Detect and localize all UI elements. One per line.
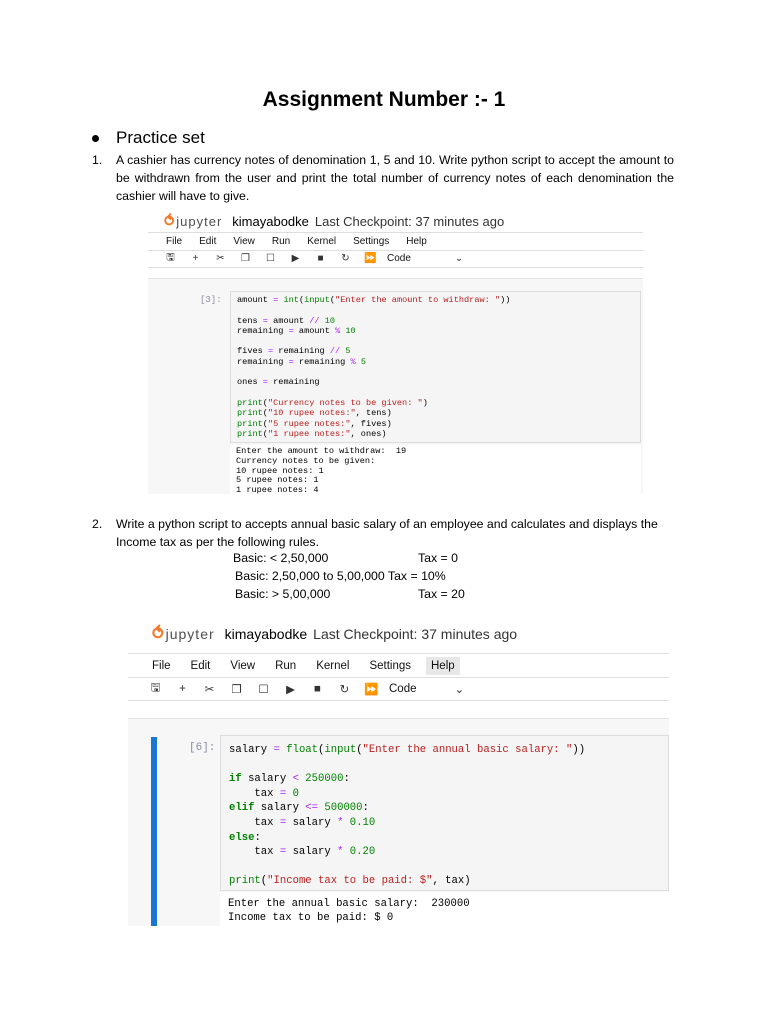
restart-icon[interactable]: ↻	[339, 684, 350, 696]
jupyter-screenshot-1	[148, 208, 643, 494]
notebook-name[interactable]: kimayabodke	[224, 626, 308, 642]
menu-kernel[interactable]: Kernel	[307, 236, 337, 247]
stop-icon[interactable]: ■	[317, 253, 324, 264]
save-icon[interactable]: 🖫	[166, 252, 175, 263]
jupyter-logo-icon: ⥀	[164, 213, 175, 230]
menu-edit[interactable]: Edit	[199, 236, 217, 247]
menu-settings[interactable]: Settings	[369, 659, 411, 672]
menu-bar	[148, 232, 643, 251]
cut-icon[interactable]: ✂	[216, 253, 225, 264]
question-number: 2.	[92, 517, 103, 531]
tax-rule-1-basic: Basic: < 2,50,000	[233, 551, 329, 565]
menu-kernel[interactable]: Kernel	[316, 659, 350, 672]
run-icon[interactable]: ▶	[286, 684, 295, 696]
stop-icon[interactable]: ■	[314, 683, 321, 695]
notebook-toolbar	[148, 250, 643, 268]
menu-edit[interactable]: Edit	[190, 659, 211, 672]
cell-type-select[interactable]: Code	[387, 253, 411, 264]
checkpoint-status: Last Checkpoint: 37 minutes ago	[314, 214, 505, 229]
question-number: 1.	[92, 153, 103, 167]
paste-icon[interactable]: ☐	[258, 684, 269, 696]
cut-icon[interactable]: ✂	[204, 684, 215, 696]
paste-icon[interactable]: ☐	[266, 253, 275, 264]
question-text: A cashier has currency notes of denomination 1, 5 and 10. Write python script to accept the amount to be withdrawn from the user and print the total number of currency notes of each denomination the cashier will have to give.	[116, 153, 674, 203]
menu-view[interactable]: View	[233, 236, 255, 247]
jupyter-wordmark: jupyter	[176, 214, 223, 229]
question-1	[92, 151, 674, 205]
copy-icon[interactable]: ❐	[231, 684, 242, 696]
run-icon[interactable]: ▶	[291, 253, 300, 264]
menu-run[interactable]: Run	[271, 236, 291, 247]
practice-set-bullet	[92, 128, 205, 148]
tax-rule-2: Basic: 2,50,000 to 5,00,000 Tax = 10%	[235, 569, 446, 583]
add-icon[interactable]: +	[192, 253, 199, 264]
chevron-down-icon[interactable]: ⌄	[454, 253, 464, 264]
tax-rule-1-tax: Tax = 0	[418, 551, 458, 565]
menu-help[interactable]: Help	[406, 236, 427, 247]
jupyter-screenshot-2	[128, 618, 669, 926]
cell-area	[128, 718, 669, 926]
cell-prompt: [3]:	[200, 295, 222, 305]
practice-set-heading: Practice set	[116, 128, 205, 147]
cell-type-select[interactable]: Code	[389, 683, 417, 695]
code-cell[interactable]: amount = int(input("Enter the amount to withdraw: ")) tens = amount // 10 remaining = amount % 10 fives = remaining // 5 remaining = remaining % 5 ones = remaining print("Currency notes to be given: ") print("10 rupee notes:", tens) print("5 rupee notes:", fives) print("1 rupee notes:", ones)	[230, 291, 641, 443]
question-2	[92, 515, 674, 551]
notebook-toolbar	[128, 678, 669, 701]
jupyter-header	[164, 212, 504, 230]
chevron-down-icon[interactable]: ⌄	[454, 684, 465, 696]
fast-forward-icon[interactable]: ⏩	[364, 253, 377, 264]
add-icon[interactable]: +	[179, 683, 186, 695]
assignment-title: Assignment Number :- 1	[262, 88, 506, 111]
menu-view[interactable]: View	[230, 659, 256, 672]
cell-output: Enter the amount to withdraw: 19 Currency notes to be given: 10 rupee notes: 1 5 rupee notes: 1 1 rupee notes: 4	[230, 445, 641, 494]
cell-prompt: [6]:	[189, 742, 216, 754]
menu-help[interactable]: Help	[426, 657, 460, 675]
jupyter-wordmark: jupyter	[165, 626, 215, 642]
jupyter-logo-icon: ⥀	[152, 624, 164, 643]
cell-area	[148, 278, 643, 494]
menu-settings[interactable]: Settings	[353, 236, 390, 247]
tax-rule-3-basic: Basic: > 5,00,000	[235, 587, 331, 601]
active-cell-indicator	[151, 737, 157, 926]
save-icon[interactable]: 🖫	[150, 681, 161, 694]
question-text: Write a python script to accepts annual basic salary of an employee and calculates and displays the Income tax as per the following rules.	[116, 517, 658, 549]
bullet-icon	[92, 135, 99, 142]
menu-bar	[128, 653, 669, 678]
jupyter-header	[152, 624, 517, 644]
tax-rule-3-tax: Tax = 20	[418, 587, 465, 601]
fast-forward-icon[interactable]: ⏩	[364, 684, 379, 696]
cell-output: Enter the annual basic salary: 230000 Income tax to be paid: $ 0	[220, 892, 669, 926]
menu-run[interactable]: Run	[275, 659, 297, 672]
code-cell[interactable]: salary = float(input("Enter the annual basic salary: ")) if salary < 250000: tax = 0 elif salary <= 500000: tax = salary * 0.10 else: tax = salary * 0.20 print("Income tax to be paid: $", tax)	[220, 735, 669, 891]
checkpoint-status: Last Checkpoint: 37 minutes ago	[313, 626, 518, 642]
restart-icon[interactable]: ↻	[341, 253, 350, 264]
menu-file[interactable]: File	[166, 236, 183, 247]
copy-icon[interactable]: ❐	[241, 253, 250, 264]
menu-file[interactable]: File	[152, 659, 171, 672]
notebook-name[interactable]: kimayabodke	[232, 214, 309, 229]
